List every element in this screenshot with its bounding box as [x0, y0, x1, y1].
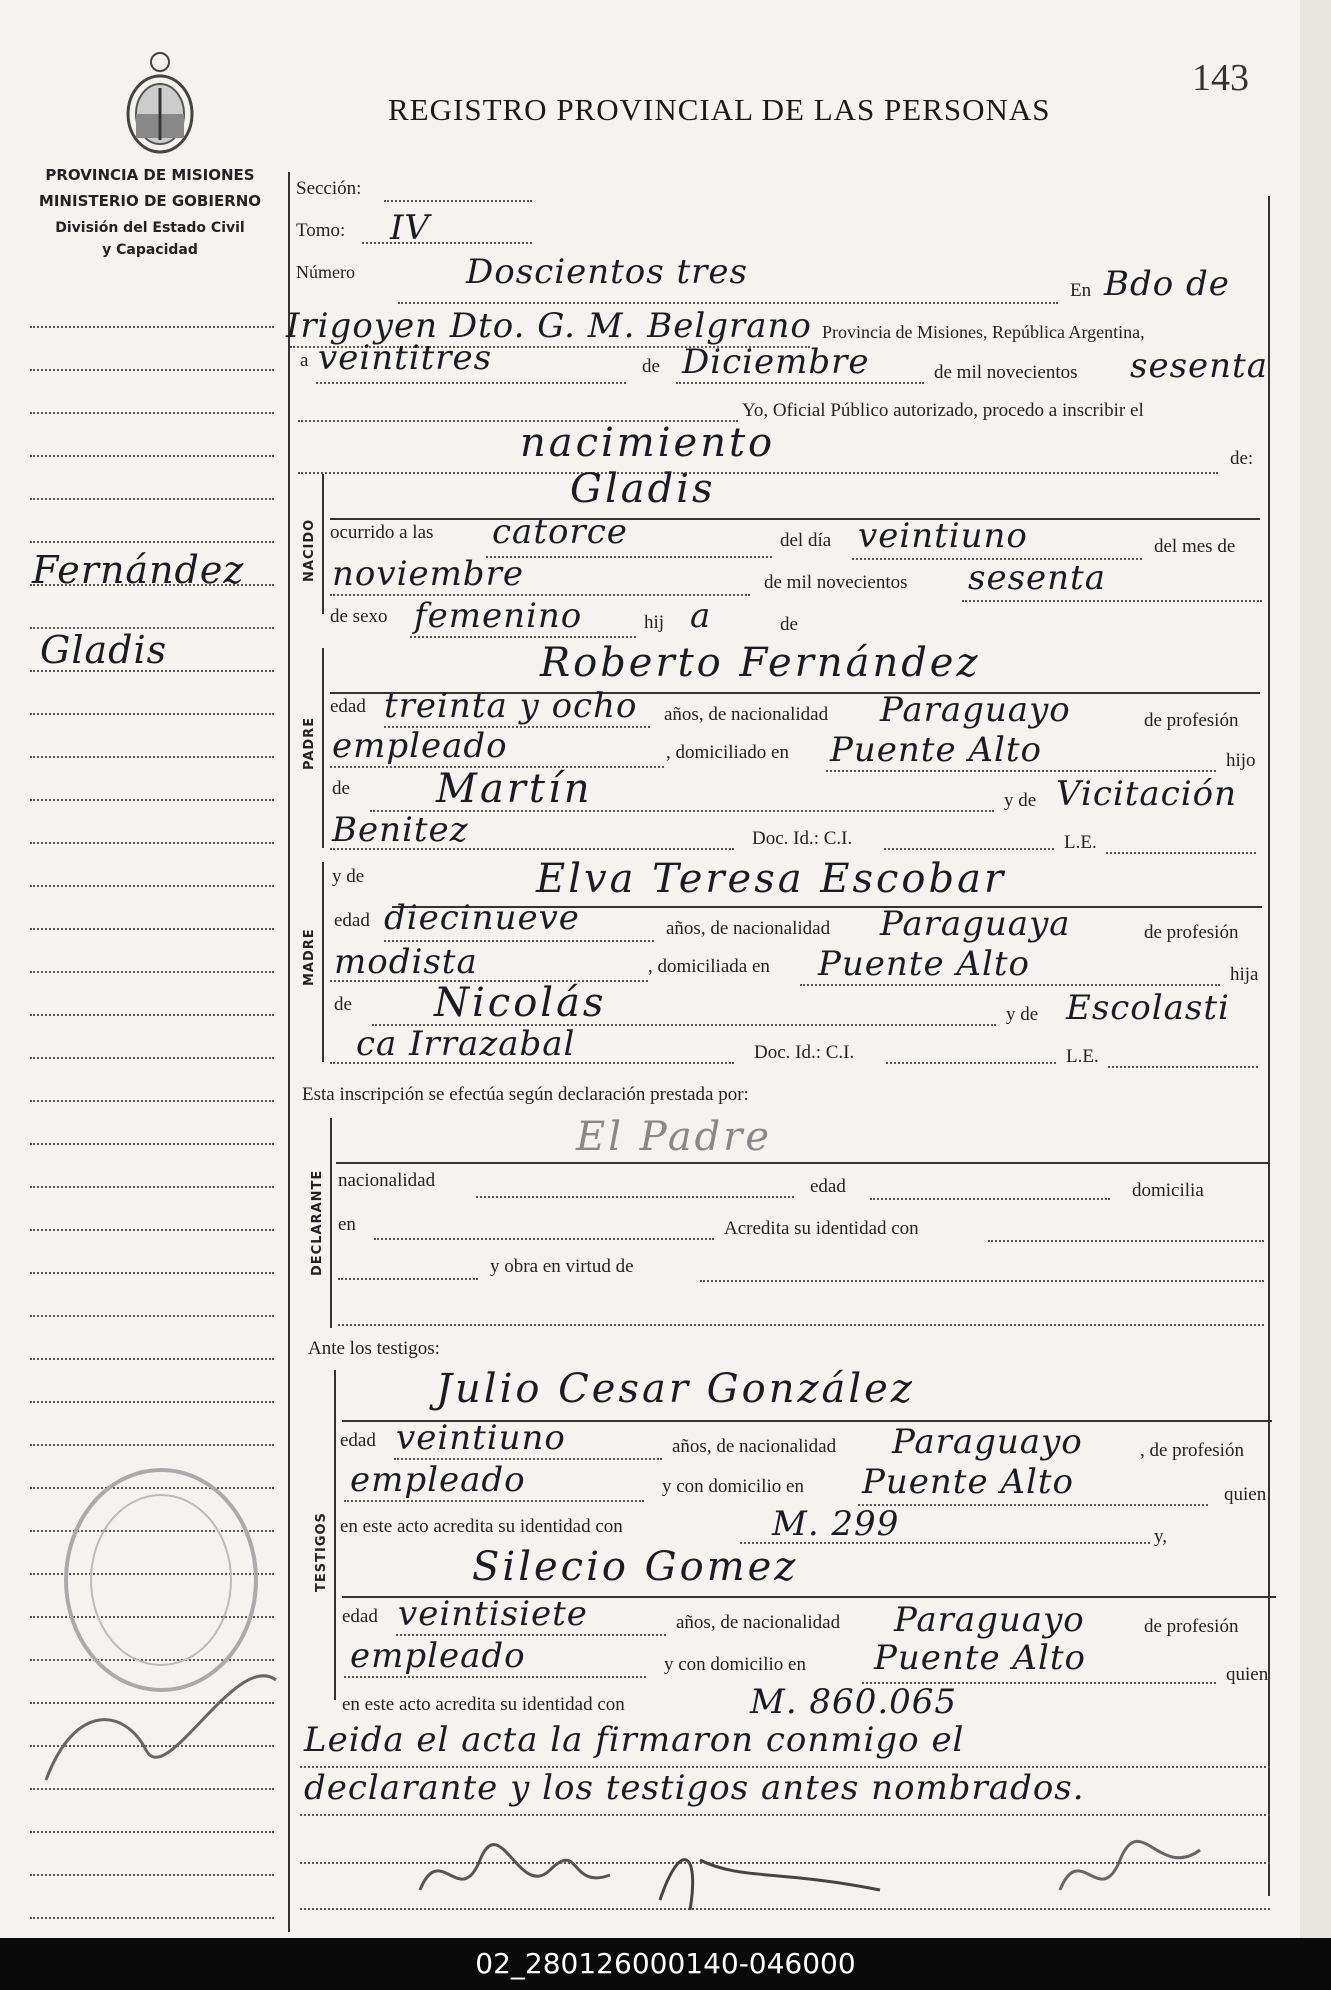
padre-le-line	[1106, 852, 1256, 854]
mes-nac-value: noviembre	[332, 554, 524, 594]
ocurrido-label: ocurrido a las	[330, 522, 434, 543]
t1-nac-value: Paraguayo	[892, 1422, 1083, 1462]
padre-dom-line	[826, 770, 1216, 772]
hij-suffix: a	[690, 596, 712, 636]
madre-doc-label: Doc. Id.: C.I.	[754, 1042, 855, 1063]
t1-nac-label: años, de nacionalidad	[672, 1436, 837, 1457]
margin-line	[30, 1057, 274, 1059]
right-frame-line	[1268, 196, 1270, 1896]
t1-y-label: y,	[1154, 1526, 1168, 1547]
testigo1-value: Julio Cesar González	[436, 1366, 915, 1412]
closing-rule-2	[300, 1814, 1270, 1816]
margin-line	[30, 498, 274, 500]
declarante-domicilia-label: domicilia	[1132, 1180, 1204, 1201]
provincia-label: Provincia de Misiones, República Argentina,	[822, 322, 1145, 342]
margin-line	[30, 1229, 274, 1231]
seccion-label: Sección:	[296, 178, 362, 199]
margin-line	[30, 1401, 274, 1403]
t2-acto-label: en este acto acredita su identidad con	[342, 1694, 625, 1715]
madre-edad-value: diecinueve	[384, 898, 580, 938]
declarante-line	[336, 1162, 1270, 1164]
t1-edad-label: edad	[340, 1430, 376, 1451]
madre-doc-line	[886, 1062, 1056, 1064]
t2-quien-label: quien	[1226, 1664, 1269, 1685]
madre-value: Elva Teresa Escobar	[536, 856, 1007, 902]
dia-line	[316, 382, 626, 384]
margin-line	[30, 1186, 274, 1188]
nombre-line	[330, 518, 1260, 520]
madre-le-label: L.E.	[1066, 1046, 1099, 1067]
t2-doc-value: M. 860.065	[750, 1682, 958, 1722]
padre-dom-label: , domiciliado en	[666, 742, 789, 763]
closing-line-1: Leida el acta la firmaron conmigo el	[304, 1720, 965, 1760]
t1-quien-label: quien	[1224, 1484, 1267, 1505]
section-testigos: TESTIGOS	[314, 1512, 329, 1592]
section-padre: PADRE	[302, 716, 317, 770]
abuela-m-y-de-label: y de	[1006, 1004, 1039, 1025]
margin-line	[30, 1014, 274, 1016]
esta-inscripcion-label: Esta inscripción se efectúa según declaración prestada por:	[302, 1084, 749, 1105]
madre-nac-label: años, de nacionalidad	[666, 918, 831, 939]
margin-line	[30, 713, 274, 715]
nacido-bar	[322, 474, 324, 614]
hora-value: catorce	[492, 512, 628, 552]
hijo-label: hijo	[1226, 750, 1256, 771]
abuela-m2-value: ca Irrazabal	[356, 1024, 576, 1064]
margin-line	[30, 1272, 274, 1274]
de-mil2-label: de mil novecientos	[764, 572, 908, 593]
t1-prof-label: , de profesión	[1140, 1440, 1244, 1461]
en-label: En	[1070, 280, 1092, 301]
de-mil-label: de mil novecientos	[934, 362, 1078, 383]
padre-prof-label: de profesión	[1144, 710, 1239, 731]
margin-line	[30, 455, 274, 457]
numero-label: Número	[296, 262, 355, 282]
margin-line	[30, 1874, 274, 1876]
padre-value: Roberto Fernández	[540, 640, 981, 686]
madre-dom-value: Puente Alto	[818, 944, 1030, 984]
dia-nac-value: veintiuno	[858, 516, 1028, 556]
numero-line	[398, 302, 1058, 304]
de-colon-label: de:	[1230, 448, 1254, 469]
madre-nac-value: Paraguaya	[880, 904, 1071, 944]
nombre-value: Gladis	[570, 466, 716, 512]
abuelo-m-de-label: de	[334, 994, 352, 1015]
numero-value: Doscientos tres	[466, 252, 748, 292]
margin-line	[30, 541, 274, 543]
margin-line	[30, 412, 274, 414]
t1-dom-line	[858, 1504, 1208, 1506]
abuela-m-value: Escolasti	[1066, 988, 1230, 1028]
hora-line	[486, 556, 772, 558]
declarante-nac-line	[476, 1196, 794, 1198]
abuelo-p-de-label: de	[332, 778, 350, 799]
testigos-bar	[334, 1370, 336, 1700]
margin-line	[30, 1100, 274, 1102]
margin-line	[30, 971, 274, 973]
declarante-bar	[330, 1118, 332, 1328]
margin-line	[30, 1315, 274, 1317]
signatures-drawing	[400, 1820, 1260, 1930]
en-value: Bdo de	[1104, 264, 1230, 304]
margin-line	[30, 928, 274, 930]
mes-value: Diciembre	[682, 342, 870, 382]
official-seal-icon	[36, 1450, 286, 1810]
madre-dom-label: , domiciliada en	[648, 956, 770, 977]
section-madre: MADRE	[302, 928, 317, 986]
t1-prof-value: empleado	[350, 1460, 526, 1500]
abuela-m2-line	[330, 1062, 734, 1064]
abuelo-m-value: Nicolás	[434, 980, 607, 1026]
province-label: PROVINCIA DE MISIONES	[45, 166, 255, 184]
seccion-line	[384, 200, 532, 202]
declarante-obra-line	[700, 1280, 1264, 1282]
t2-edad-label: edad	[342, 1606, 378, 1627]
tomo-value: IV	[390, 208, 430, 248]
padre-edad-label: edad	[330, 696, 366, 717]
abuela-p2-line	[330, 848, 734, 850]
madre-y-de-label: y de	[332, 866, 365, 887]
yo-label: Yo, Oficial Público autorizado, procedo a inscribir el	[742, 400, 1144, 421]
margin-line	[30, 1444, 274, 1446]
t1-dom-value: Puente Alto	[862, 1462, 1074, 1502]
anio-nac-line	[962, 600, 1262, 602]
padre-nac-value: Paraguayo	[880, 690, 1071, 730]
page-number: 143	[1192, 57, 1249, 99]
margin-line	[30, 756, 274, 758]
de-label: de	[642, 356, 660, 377]
left-frame-line	[288, 172, 290, 1932]
padre-prof-value: empleado	[332, 726, 508, 766]
de2-label: de	[780, 614, 798, 635]
t1-doc-value: M. 299	[772, 1504, 900, 1544]
division-label: División del Estado Civil	[55, 220, 245, 236]
declarante-acredita-label: Acredita su identidad con	[724, 1218, 919, 1239]
sexo-value: femenino	[414, 596, 583, 636]
t2-prof-line	[344, 1676, 646, 1678]
acto-line	[298, 472, 1218, 474]
padre-le-label: L.E.	[1064, 832, 1097, 853]
margin-line	[30, 1143, 274, 1145]
localidad-value: Irigoyen Dto. G. M. Belgrano	[286, 306, 812, 346]
division-label-2: y Capacidad	[102, 242, 198, 258]
padre-edad-value: treinta y ocho	[384, 686, 638, 726]
padre-doc-label: Doc. Id.: C.I.	[752, 828, 853, 849]
mes-line	[676, 382, 924, 384]
closing-line-2: declarante y los testigos antes nombrados.	[304, 1768, 1085, 1808]
margin-name: Gladis	[40, 628, 168, 672]
madre-prof-value: modista	[334, 942, 478, 982]
margin-line	[30, 842, 274, 844]
abuela-p-value: Vicitación	[1056, 774, 1237, 814]
section-declarante: DECLARANTE	[310, 1169, 325, 1276]
t1-acto-label: en este acto acredita su identidad con	[340, 1516, 623, 1537]
del-mes-label: del mes de	[1154, 536, 1236, 557]
madre-edad-label: edad	[334, 910, 370, 931]
t1-prof-line	[344, 1500, 644, 1502]
de-sexo-label: de sexo	[330, 606, 388, 627]
acto-value: nacimiento	[520, 420, 776, 466]
declarante-edad-label: edad	[810, 1176, 846, 1197]
t2-nac-label: años, de nacionalidad	[676, 1612, 841, 1633]
tomo-line	[362, 242, 532, 244]
margin-line	[30, 1831, 274, 1833]
t1-doc-line	[740, 1542, 1150, 1544]
declarante-en-line	[374, 1238, 714, 1240]
margin-surname: Fernández	[32, 548, 245, 592]
abuela-p-y-de-label: y de	[1004, 790, 1037, 811]
hija-label: hija	[1230, 964, 1259, 985]
t2-edad-value: veintisiete	[398, 1594, 588, 1634]
t1-edad-value: veintiuno	[396, 1418, 566, 1458]
margin-line	[30, 799, 274, 801]
madre-dom-line	[800, 984, 1220, 986]
coat-of-arms-icon	[118, 48, 202, 158]
madre-le-line	[1108, 1066, 1258, 1068]
ministry-label: MINISTERIO DE GOBIERNO	[38, 192, 262, 210]
t2-nac-value: Paraguayo	[894, 1600, 1085, 1640]
t2-prof-label: de profesión	[1144, 1616, 1239, 1637]
declarante-nac-label: nacionalidad	[338, 1170, 436, 1191]
declarante-edad-line	[870, 1198, 1110, 1200]
anio-nac-value: sesenta	[968, 558, 1106, 598]
padre-doc-line	[884, 848, 1054, 850]
abuelo-p-value: Martín	[436, 766, 593, 812]
margin-line	[30, 1917, 274, 1919]
declarante-extra-line	[338, 1324, 1264, 1326]
t2-prof-value: empleado	[350, 1636, 526, 1676]
ante-testigos-label: Ante los testigos:	[308, 1338, 440, 1359]
t2-dom-label: y con domicilio en	[664, 1654, 806, 1675]
dia-value: veintitres	[318, 338, 493, 378]
t1-dom-label: y con domicilio en	[662, 1476, 804, 1497]
declarante-en-label: en	[338, 1214, 356, 1235]
margin-line	[30, 326, 274, 328]
declarante-acredita-line	[988, 1240, 1264, 1242]
section-nacido: NACIDO	[302, 518, 317, 582]
margin-line	[30, 885, 274, 887]
scan-id-footer: 02_280126000140-046000	[0, 1938, 1331, 1990]
madre-prof-label: de profesión	[1144, 922, 1239, 943]
declarante-value: El Padre	[576, 1114, 773, 1160]
madre-bar	[322, 862, 324, 1062]
page-edge	[1300, 0, 1331, 1938]
t2-dom-value: Puente Alto	[874, 1638, 1086, 1678]
margin-line	[30, 1358, 274, 1360]
hij-label: hij	[644, 612, 665, 633]
tomo-label: Tomo:	[296, 220, 346, 241]
padre-dom-value: Puente Alto	[830, 730, 1042, 770]
a-label: a	[300, 350, 309, 371]
margin-line	[30, 369, 274, 371]
sexo-line	[410, 636, 636, 638]
page-title: REGISTRO PROVINCIAL DE LAS PERSONAS	[388, 92, 1051, 127]
padre-nac-label: años, de nacionalidad	[664, 704, 829, 725]
del-dia-label: del día	[780, 530, 832, 551]
declarante-obra-label: y obra en virtud de	[490, 1256, 634, 1277]
anio-value: sesenta	[1130, 346, 1268, 386]
declarante-obra-leading-line	[338, 1278, 478, 1280]
abuela-p2-value: Benitez	[332, 810, 469, 850]
testigo2-value: Silecio Gomez	[472, 1544, 799, 1590]
padre-bar	[322, 648, 324, 848]
